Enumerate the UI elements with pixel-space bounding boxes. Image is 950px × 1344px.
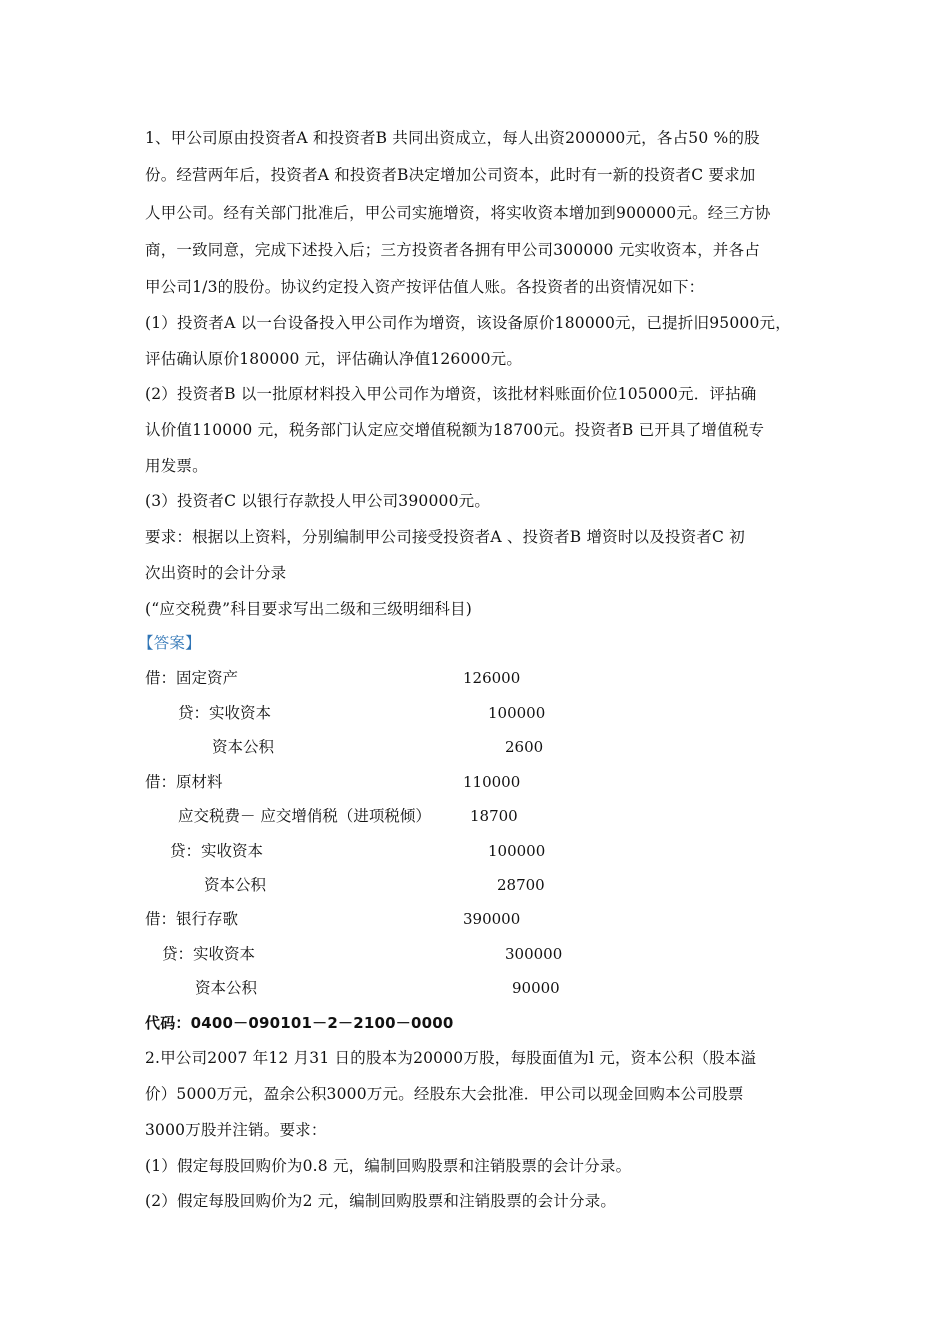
q1-line-13: 次出资时的会计分录 bbox=[145, 564, 287, 582]
entry-9-amount: 300000 bbox=[505, 945, 563, 963]
q1-line-1: 1、甲公司原由投资者A 和投资者B 共同出资成立，每人出资200000元，各占50 %的股 bbox=[145, 129, 760, 147]
q1-line-8: (2）投资者B 以一批原材料投入甲公司作为增资，该批材料账面价位105000元．评拈确 bbox=[145, 385, 757, 403]
entry-6-label: 贷：实收资本 bbox=[170, 842, 264, 860]
entry-8-label: 借：银行存歌 bbox=[145, 910, 239, 928]
q2-line-3: 3000万股并注销。要求： bbox=[145, 1121, 327, 1139]
q2-line-5: (2）假定每股回购价为2 元，编制回购股票和注销股票的会计分录。 bbox=[145, 1192, 617, 1210]
code-line: 代码：0400－090101－2－2100－0000 bbox=[145, 1014, 454, 1032]
q2-line-2: 价）5000万元，盈余公积3000万元。经股东大会批准．甲公司以现金回购本公司股票 bbox=[145, 1085, 744, 1103]
q1-line-12: 要求：根据以上资料，分别编制甲公司接受投资者A 、投资者B 增资时以及投资者C 初 bbox=[145, 528, 745, 546]
entry-5-label: 应交税费－ 应交增俏税（进项税倾） bbox=[178, 807, 431, 825]
answer-label: 【答案】 bbox=[138, 634, 201, 652]
q1-line-5: 甲公司1/3的股份。协议约定投入资产按评估值人账。各投资者的出资情况如下： bbox=[145, 278, 705, 296]
entry-1-amount: 126000 bbox=[463, 669, 521, 687]
q1-line-7: 评估确认原价180000 元，评估确认净值126000元。 bbox=[145, 350, 523, 368]
entry-4-label: 借：原材料 bbox=[145, 773, 223, 791]
entry-2-amount: 100000 bbox=[488, 704, 546, 722]
q1-line-4: 商，一致同意，完成下述投入后；三方投资者各拥有甲公司300000 元实收资本，并各占 bbox=[145, 241, 760, 259]
q1-line-6: (1）投资者A 以一台设备投入甲公司作为增资，该设备原价180000元，已提折旧95000元， bbox=[145, 314, 791, 332]
q1-line-14: (“应交税费”科目要求写出二级和三级明细科目) bbox=[145, 600, 473, 618]
q1-line-10: 用发票。 bbox=[145, 457, 208, 475]
entry-6-amount: 100000 bbox=[488, 842, 546, 860]
q2-line-4: (1）假定每股回购价为0.8 元，编制回购股票和注销股票的会计分录。 bbox=[145, 1157, 632, 1175]
entry-7-label: 资本公积 bbox=[204, 876, 267, 894]
entry-3-label: 资本公积 bbox=[212, 738, 275, 756]
entry-5-amount: 18700 bbox=[470, 807, 518, 825]
q1-line-2: 份。经营两年后，投资者A 和投资者B决定增加公司资本，此时有一新的投资者C 要求加 bbox=[145, 166, 756, 184]
entry-2-label: 贷：实收资本 bbox=[178, 704, 272, 722]
entry-3-amount: 2600 bbox=[505, 738, 544, 756]
entry-10-label: 资本公积 bbox=[195, 979, 258, 997]
entry-7-amount: 28700 bbox=[497, 876, 545, 894]
entry-4-amount: 110000 bbox=[463, 773, 521, 791]
entry-9-label: 贷：实收资本 bbox=[162, 945, 256, 963]
entry-10-amount: 90000 bbox=[512, 979, 560, 997]
entry-1-label: 借：固定资产 bbox=[145, 669, 239, 687]
entry-8-amount: 390000 bbox=[463, 910, 521, 928]
q1-line-11: (3）投资者C 以银行存款投人甲公司390000元。 bbox=[145, 492, 491, 510]
q1-line-9: 认价值110000 元，税务部门认定应交增值税额为18700元。投资者B 已开具了增值税专 bbox=[145, 421, 765, 439]
q2-line-1: 2.甲公司2007 年12 月31 日的股本为20000万股，每股面值为l 元，资本公积（股本溢 bbox=[145, 1049, 757, 1067]
q1-line-3: 人甲公司。经有关部门批准后，甲公司实施增资，将实收资本增加到900000元。经三方协 bbox=[145, 204, 771, 222]
